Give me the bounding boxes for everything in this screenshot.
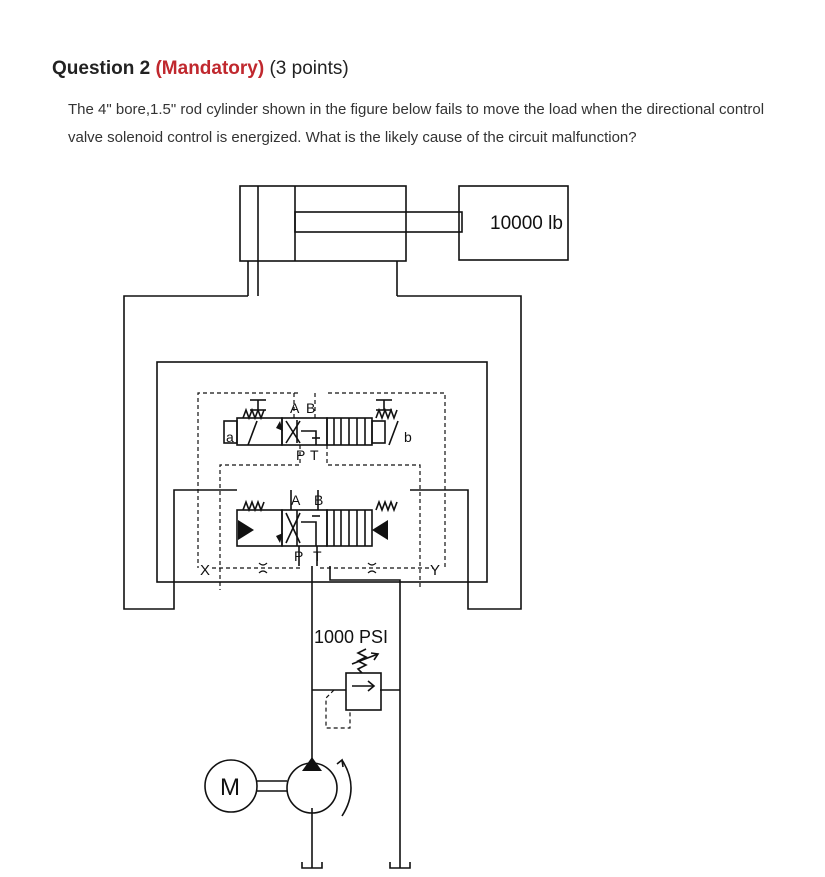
valve-subplate — [157, 362, 487, 582]
tank-line — [330, 566, 400, 868]
main-port-t: T — [313, 548, 322, 564]
question-body: The 4" bore,1.5" rod cylinder shown in the figure below fails to move the load when the directional control valve solenoid control is energized. What is the likely cause of the circuit malfunction? — [68, 101, 765, 146]
solenoid-b-label: b — [404, 429, 412, 445]
main-port-p: P — [294, 548, 304, 564]
pilot-port-b: B — [306, 400, 316, 416]
solenoid-a-label: a — [226, 429, 234, 445]
motor-label: M — [220, 774, 240, 801]
electric-motor — [205, 760, 287, 812]
line-rod-end — [397, 296, 521, 609]
port-x-label: X — [200, 562, 211, 579]
pilot-port-t: T — [310, 447, 319, 463]
question-number: Question 2 — [52, 58, 151, 79]
main-port-b: B — [314, 492, 324, 508]
cylinder — [240, 186, 462, 296]
pilot-port-a: A — [290, 400, 300, 416]
mandatory-label: (Mandatory) — [155, 58, 265, 79]
line-cap-end — [124, 296, 248, 609]
main-port-a: A — [291, 492, 301, 508]
load-label: 10000 lb — [490, 213, 563, 234]
port-y-label: Y — [430, 562, 441, 579]
pilot-port-p: P — [296, 447, 306, 463]
points-label: (3 points) — [269, 58, 349, 79]
relief-valve — [346, 649, 381, 710]
relief-pressure-label: 1000 PSI — [314, 627, 389, 647]
